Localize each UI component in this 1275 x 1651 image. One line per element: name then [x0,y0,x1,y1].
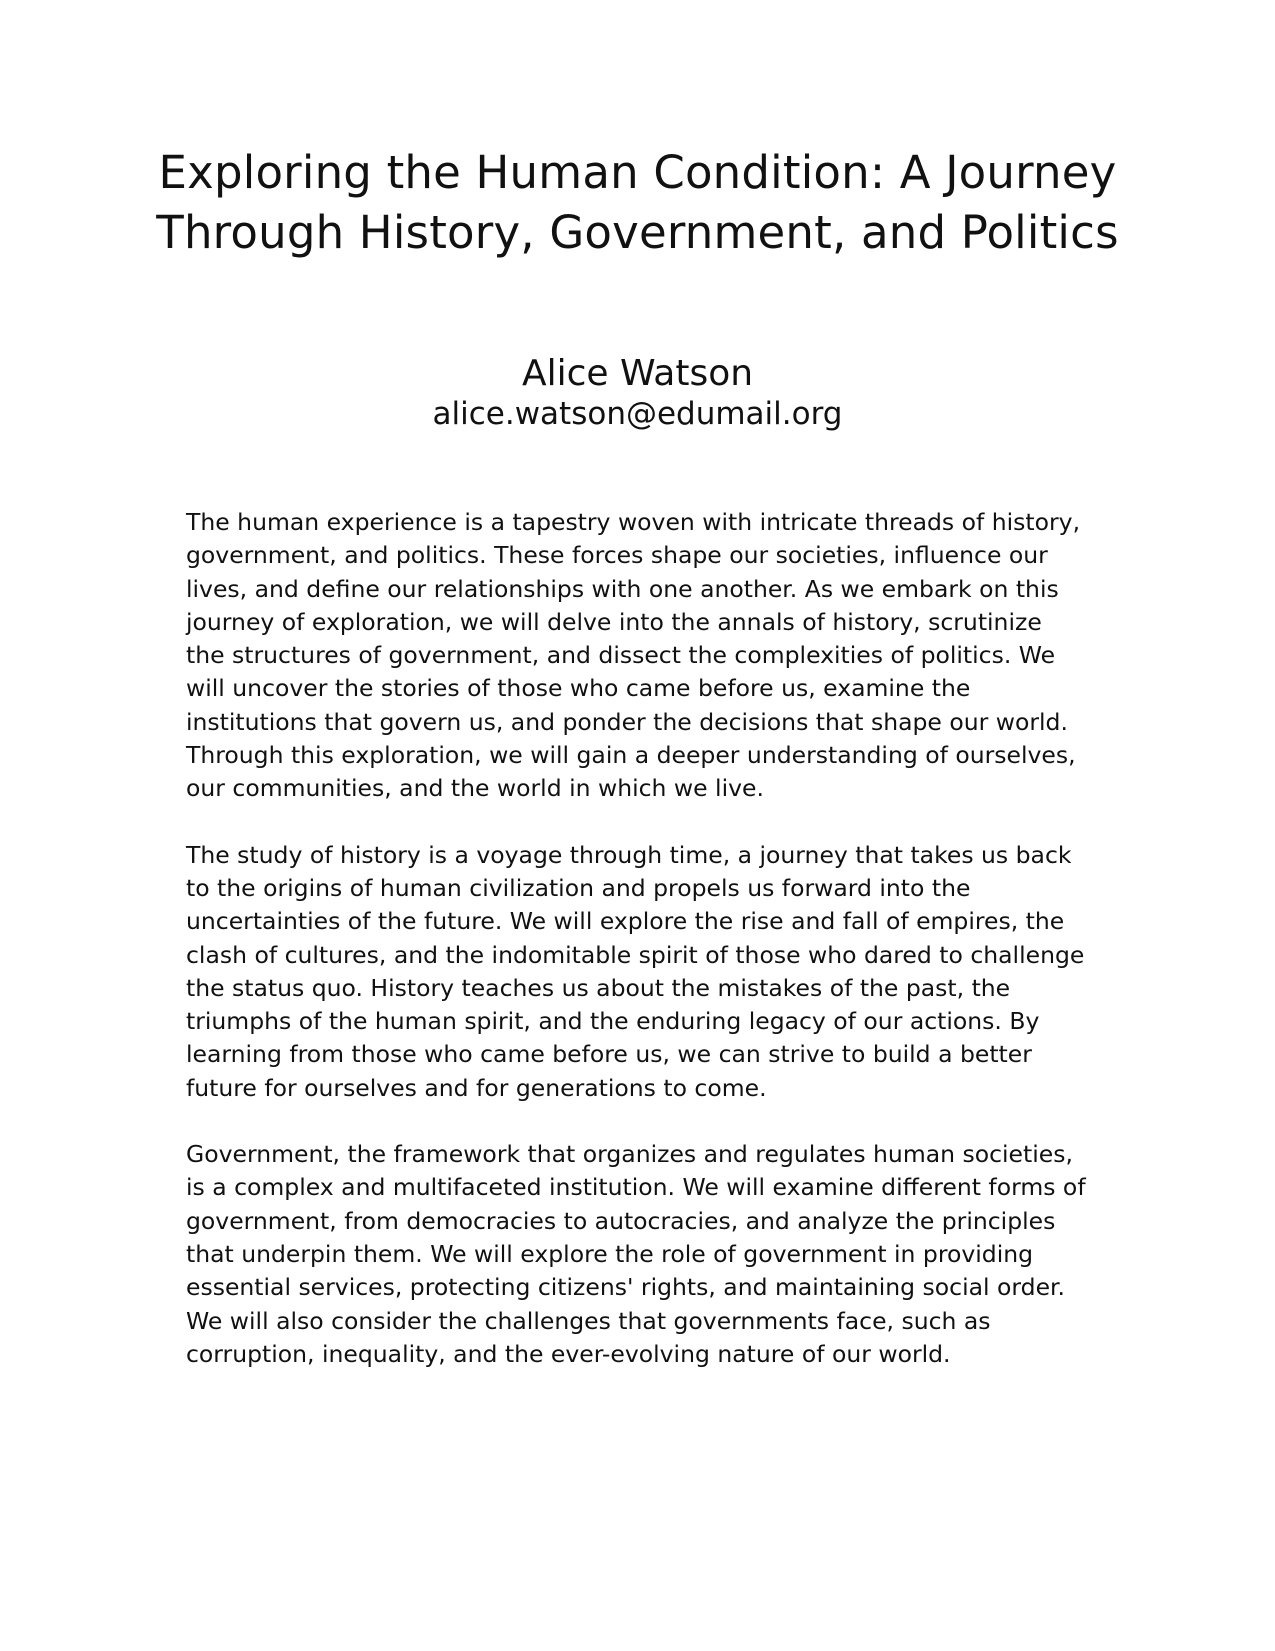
author-email: alice.watson@edumail.org [432,396,843,432]
paragraph-3: Government, the framework that organizes and regulates human societies, is a complex and multifaceted institution. We will examine different forms of government, from democracies to autocracies, and analyze the principles that underpin them. We will explore the role of government in providing essential services, protecting citizens' rights, and maintaining social order. We will also consider the challenges that governments face, such as corruption, inequality, and the ever-evolving nature of our world. [186,1140,1086,1368]
document-title: Exploring the Human Condition: A Journey Through History, Government, and Politics [156,146,1119,259]
author-name: Alice Watson [521,353,754,394]
paragraph-1: The human experience is a tapestry woven with intricate threads of history, government, and politics. These forces shape our societies, influence our lives, and define our relationships with one another. As we embark on this journey of exploration, we will delve into the annals of history, scrutinize the structures of government, and dissect the complexities of politics. We will uncover the stories of those who came before us, examine the institutions that govern us, and ponder the decisions that shape our world. Through this exploration, we will gain a deeper understanding of ourselves, our communities, and the world in which we live. [186,508,1081,803]
paragraph-2: The study of history is a voyage through time, a journey that takes us back to the origins of human civilization and propels us forward into the uncertainties of the future. We will explore the rise and fall of empires, the clash of cultures, and the indomitable spirit of those who dared to challenge the status quo. History teaches us about the mistakes of the past, the triumphs of the human spirit, and the enduring legacy of our actions. By learning from those who came before us, we can strive to build a better future for ourselves and for generations to come. [186,840,1085,1102]
document-body [186,506,1086,1404]
